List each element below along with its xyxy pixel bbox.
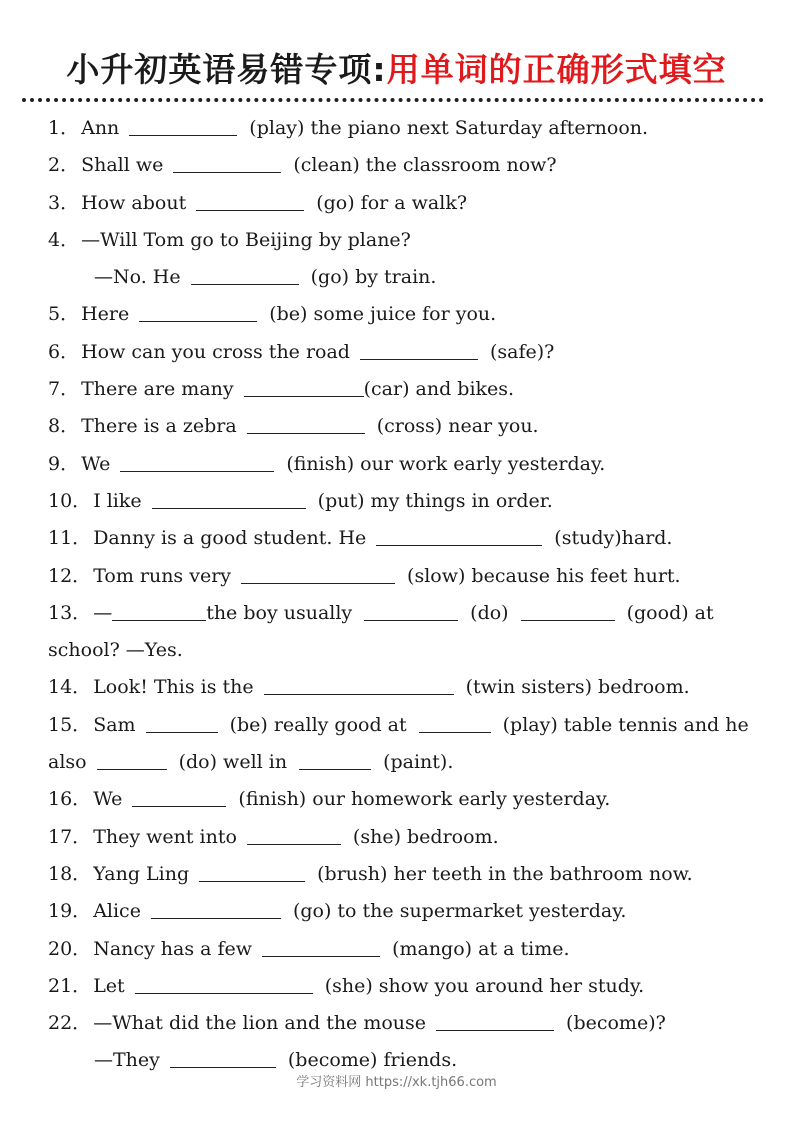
answer-blank[interactable]: [120, 470, 274, 472]
question-number: 22．: [48, 1012, 92, 1035]
question-text: (car) and bikes.: [363, 378, 515, 401]
question-text: I like: [93, 489, 142, 512]
answer-blank[interactable]: [196, 209, 304, 211]
question-text: There are many: [81, 378, 234, 401]
question-number: 11．: [48, 527, 92, 550]
question-number: 13．: [48, 601, 92, 624]
question-number: 10．: [48, 489, 92, 512]
question-text: (become)?: [566, 1012, 666, 1035]
question-text: We: [93, 788, 123, 811]
answer-blank[interactable]: [97, 768, 167, 770]
question-text: Sam: [93, 713, 136, 736]
question-number: 21．: [48, 974, 92, 997]
question-text: (put) my things in order.: [317, 489, 553, 512]
answer-blank[interactable]: [360, 358, 478, 360]
exercise-line: [48, 185, 763, 222]
exercise-line: [48, 781, 763, 818]
worksheet-title: [0, 44, 793, 91]
question-text: (play) table tennis and he: [502, 713, 749, 736]
answer-blank[interactable]: [146, 731, 218, 733]
question-text: (twin sisters) bedroom.: [465, 676, 690, 699]
question-number: 18．: [48, 862, 92, 885]
question-text: (go) to the supermarket yesterday.: [292, 900, 627, 923]
question-text: Danny is a good student. He: [93, 527, 367, 550]
question-number: 3．: [48, 191, 80, 214]
exercise-line: [48, 856, 763, 893]
answer-blank[interactable]: [170, 1066, 276, 1068]
question-text: (finish) our work early yesterday.: [286, 452, 606, 475]
question-text: (brush) her teeth in the bathroom now.: [317, 862, 693, 885]
answer-blank[interactable]: [152, 507, 306, 509]
question-text: (she) show you around her study.: [324, 974, 645, 997]
question-text: (paint).: [383, 751, 454, 774]
question-text: (be) really good at: [229, 713, 407, 736]
exercise-line: [48, 446, 763, 483]
question-number: 16．: [48, 788, 92, 811]
exercise-line: [48, 520, 763, 557]
exercise-line: [48, 893, 763, 930]
answer-blank[interactable]: [364, 619, 458, 621]
exercise-line: [48, 259, 763, 296]
exercise-line: [48, 334, 763, 371]
question-text: Look! This is the: [93, 676, 254, 699]
question-text: school? —Yes.: [48, 639, 183, 662]
answer-blank[interactable]: [247, 843, 341, 845]
question-text: (do): [470, 601, 509, 624]
answer-blank[interactable]: [264, 693, 454, 695]
exercise-line: [48, 707, 763, 744]
question-text: also: [48, 751, 87, 774]
question-number: 9．: [48, 452, 80, 475]
exercise-line: [48, 632, 763, 669]
question-number: 17．: [48, 825, 92, 848]
answer-blank[interactable]: [132, 805, 226, 807]
answer-blank[interactable]: [247, 432, 365, 434]
question-text: (clean) the classroom now?: [293, 154, 557, 177]
exercise-line: [48, 669, 763, 706]
question-number: 4．: [48, 228, 80, 251]
question-text: (safe)?: [489, 340, 555, 363]
exercise-line: [48, 819, 763, 856]
answer-blank[interactable]: [521, 619, 615, 621]
answer-blank[interactable]: [262, 955, 380, 957]
question-text: How about: [81, 191, 187, 214]
question-text: (cross) near you.: [376, 415, 539, 438]
answer-blank[interactable]: [376, 544, 542, 546]
answer-blank[interactable]: [129, 134, 237, 136]
question-text: Here: [81, 303, 130, 326]
answer-blank[interactable]: [151, 917, 281, 919]
question-number: 7．: [48, 378, 80, 401]
exercise-line: [48, 558, 763, 595]
answer-blank[interactable]: [191, 283, 299, 285]
exercise-list: [48, 110, 763, 1080]
question-text: They went into: [93, 825, 237, 848]
answer-blank[interactable]: [173, 171, 281, 173]
question-text: Tom runs very: [93, 564, 232, 587]
question-text: (become) friends.: [287, 1049, 458, 1072]
question-text: —: [93, 601, 113, 624]
answer-blank[interactable]: [419, 731, 491, 733]
question-text: (slow) because his feet hurt.: [407, 564, 681, 587]
question-text: (be) some juice for you.: [269, 303, 497, 326]
question-text: Ann: [81, 117, 120, 139]
question-number: 8．: [48, 415, 80, 438]
exercise-line: [48, 968, 763, 1005]
exercise-line: [48, 147, 763, 184]
exercise-line: [48, 595, 763, 632]
question-text: There is a zebra: [81, 415, 237, 438]
exercise-line: [48, 931, 763, 968]
dotted-divider: [22, 98, 764, 102]
question-text: How can you cross the road: [81, 340, 350, 363]
question-number: 14．: [48, 676, 92, 699]
question-text: (go) by train.: [310, 266, 437, 289]
question-text: Let: [93, 974, 125, 997]
answer-blank[interactable]: [139, 320, 257, 322]
answer-blank[interactable]: [112, 619, 206, 621]
question-text: —What did the lion and the mouse: [93, 1012, 427, 1035]
question-text: (mango) at a time.: [392, 937, 570, 960]
question-text: (study)hard.: [554, 527, 673, 550]
exercise-line: [48, 222, 763, 259]
exercise-line: [48, 744, 763, 781]
question-text: —They: [94, 1049, 160, 1072]
answer-blank[interactable]: [299, 768, 371, 770]
answer-blank[interactable]: [436, 1029, 554, 1031]
question-number: 5．: [48, 303, 80, 326]
answer-blank[interactable]: [241, 582, 395, 584]
question-text: (she) bedroom.: [352, 825, 499, 848]
exercise-line: [48, 296, 763, 333]
question-number: 15．: [48, 713, 92, 736]
question-text: the boy usually: [206, 601, 353, 624]
question-number: 6．: [48, 340, 80, 363]
question-text: —Will Tom go to Beijing by plane?: [81, 228, 411, 251]
exercise-line: [48, 483, 763, 520]
question-number: 2．: [48, 154, 80, 177]
question-number: 20．: [48, 937, 92, 960]
question-text: We: [81, 452, 111, 475]
question-text: (do) well in: [178, 751, 288, 774]
question-text: Yang Ling: [93, 862, 190, 885]
question-text: Nancy has a few: [93, 937, 253, 960]
footer-watermark: 学习资料网 https://xk.tjh66.com: [296, 1075, 497, 1090]
question-text: (good) at: [626, 601, 714, 624]
title-part-red: 用单词的正确形式填空: [386, 50, 727, 89]
answer-blank[interactable]: [199, 880, 305, 882]
question-text: (go) for a walk?: [316, 191, 468, 214]
question-number: 12．: [48, 564, 92, 587]
question-text: Alice: [93, 900, 141, 923]
question-text: (finish) our homework early yesterday.: [238, 788, 611, 811]
question-number: 19．: [48, 900, 92, 923]
exercise-line: [48, 371, 763, 408]
title-part-black: 小升初英语易错专项:: [66, 50, 387, 89]
exercise-line: [48, 408, 763, 445]
exercise-line: [48, 1005, 763, 1042]
question-text: Shall we: [81, 154, 164, 177]
question-text: (play) the piano next Saturday afternoon.: [249, 117, 649, 139]
question-text: —No. He: [94, 266, 181, 289]
answer-blank[interactable]: [244, 395, 364, 397]
question-number: 1．: [48, 117, 80, 139]
answer-blank[interactable]: [135, 992, 313, 994]
exercise-line: [48, 110, 763, 147]
